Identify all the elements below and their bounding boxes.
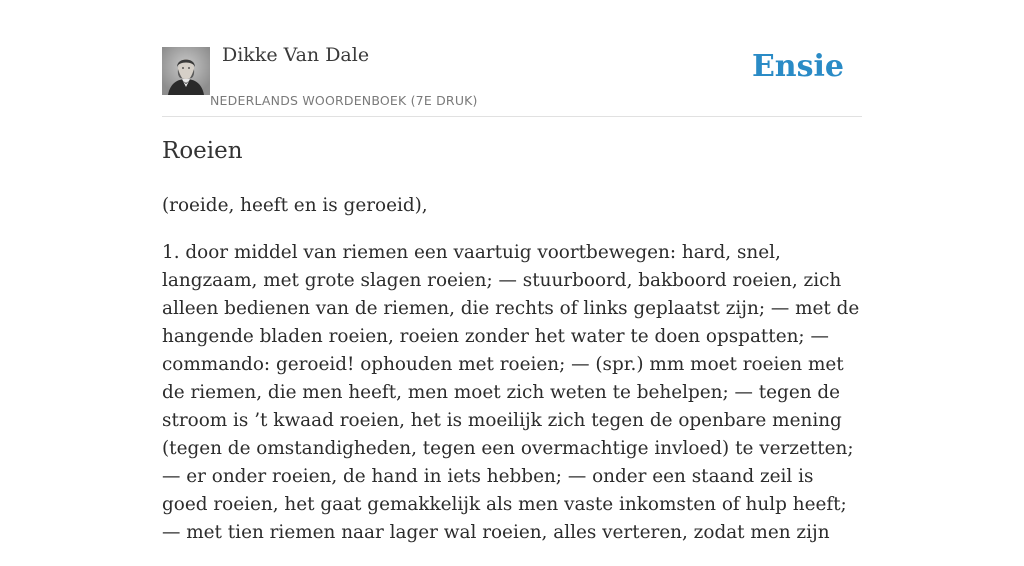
author-avatar[interactable]	[162, 47, 210, 95]
header	[162, 0, 862, 117]
brand-logo[interactable]: Ensie	[751, 49, 844, 84]
book-title: NEDERLANDS WOORDENBOEK (7E DRUK)	[210, 93, 478, 108]
entry-title: Roeien	[162, 138, 243, 164]
entry-content	[162, 192, 864, 566]
entry-paragraph: 1. door middel van riemen een vaartuig voortbewegen: hard, snel, langzaam, met grote slagen roeien; — stuurboord, bakboord roeien, zich alleen bedienen van de riemen, die rechts of links geplaatst zijn; — met de hangende bladen roeien, roeien zonder het water te doen opspatten; — commando: geroeid! ophouden met roeien; — (spr.) mm moet roeien met de riemen, die men heeft, men moet zich weten te behelpen; — tegen de stroom is ’t kwaad roeien, het is moeilijk zich tegen de openbare mening (tegen de omstandigheden, tegen een overmachtige invloed) te verzetten; — er onder roeien, de hand in iets hebben; — onder een staand zeil is goed roeien, het gaat gemakkelijk als men vaste inkomsten of hulp heeft; — met tien riemen naar lager wal roeien, alles verteren, zodat men zijn	[162, 242, 860, 543]
entry-paragraph: (roeide, heeft en is geroeid),	[162, 195, 428, 216]
author-name[interactable]: Dikke Van Dale	[222, 44, 370, 66]
portrait-icon	[162, 47, 210, 95]
